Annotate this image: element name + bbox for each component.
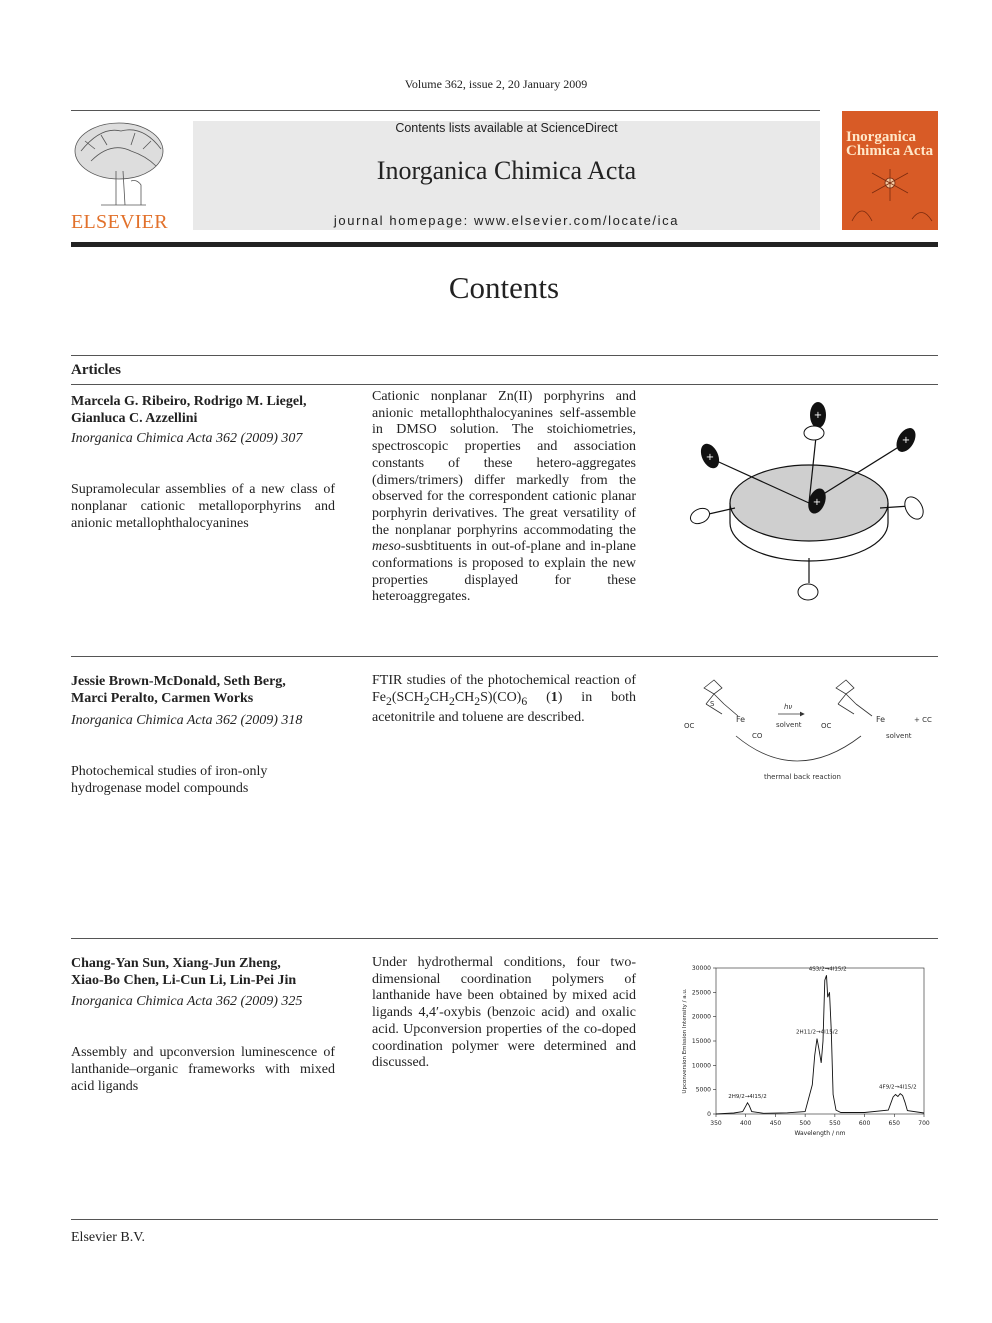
article-divider-2: [71, 938, 938, 939]
article-divider-1: [71, 656, 938, 657]
article-1-graphical-abstract[interactable]: [680, 398, 930, 608]
y-tick-label: 30000: [691, 965, 711, 972]
abstract-subscript: 2: [474, 694, 481, 708]
abstract-subscript: 2: [386, 694, 392, 708]
y-tick-label: 5000: [695, 1086, 711, 1094]
y-tick-label: 20000: [691, 1013, 711, 1021]
footer-rule: [71, 1219, 938, 1220]
article-1-authors-line1: Marcela G. Ribeiro, Rodrigo M. Liegel,: [71, 394, 307, 409]
article-1-authors-line2: Gianluca C. Azzellini: [71, 411, 198, 426]
article-1-abstract-em: meso: [372, 539, 401, 555]
section-top-rule: [71, 355, 938, 356]
scheme-s: S: [710, 700, 715, 708]
abstract-text: S)(CO): [480, 689, 522, 705]
article-3-authors[interactable]: [71, 955, 351, 989]
journal-cover-image[interactable]: [842, 111, 938, 230]
cover-artwork: [842, 161, 938, 230]
y-tick-label: 15000: [691, 1038, 711, 1045]
y-tick-label: 25000: [691, 989, 711, 997]
svg-text:+: +: [901, 435, 911, 446]
volume-line: Volume 362, issue 2, 20 January 2009: [404, 77, 588, 91]
footer-publisher: Elsevier B.V.: [71, 1230, 146, 1245]
x-tick-label: 450: [769, 1120, 782, 1127]
article-2-graphical-abstract[interactable]: [676, 676, 938, 784]
chart-ylabel: Upconversion Emission Intensity / a.u.: [682, 988, 688, 1094]
x-tick-label: 600: [858, 1120, 871, 1127]
y-tick-label: 0: [707, 1111, 711, 1118]
article-1-abstract: [372, 389, 636, 606]
peak-annotation: 4S3/2→4I15/2: [808, 966, 847, 973]
section-label: Articles: [71, 362, 121, 378]
article-1-abstract-post: -susbtituents in out-of-plane and in-plane conformations is proposed to explain the new properties displayed for these heteroaggregates.: [372, 539, 636, 605]
article-3-authors-line2: Xiao-Bo Chen, Li-Cun Li, Lin-Pei Jin: [71, 973, 297, 988]
abstract-subscript: 6: [521, 694, 528, 708]
compound-number: 1: [550, 689, 558, 705]
chart-frame: [716, 968, 924, 1114]
x-tick-label: 500: [799, 1120, 811, 1127]
abstract-text: CH: [454, 689, 475, 705]
journal-title: Inorganica Chimica Acta: [376, 156, 637, 185]
chart-annotations: [728, 966, 916, 1100]
article-3-abstract: Under hydrothermal conditions, four two-dimensional coordination polymers of lanthanide have been obtained by mixed acid ligands 4,4′-oxybis (benzoic acid) and oxalic acid. Upconversion properties of the co-doped coordination polymer were determined and discussed.: [372, 955, 636, 1071]
page-title: Contents: [448, 270, 560, 305]
chart-ticks: [692, 965, 930, 1127]
scheme-solvent-arrow: solvent: [776, 721, 802, 729]
journal-homepage[interactable]: journal homepage: www.elsevier.com/locate/ica: [333, 213, 680, 228]
article-1-abstract-pre: Cationic nonplanar Zn(II) porphyrins and anionic metallophthalocyanines self-assemble in DMSO solution. The stoichiometries, spectroscopic properties and association constants of these hetero-aggregates (dimers/trimers) differ markedly from the observed for the correspondent cationic planar porphyrin derivatives. The great versatility of the nonplanar porphyrins accommodating the: [372, 389, 636, 538]
article-1-summary[interactable]: Supramolecular assemblies of a new class of nonplanar cationic metalloporphyrins and anionic metallophthalocyanines: [71, 482, 335, 531]
scheme-hv: hν: [784, 703, 793, 711]
header-thick-rule: [71, 242, 938, 247]
article-2-authors[interactable]: [71, 673, 351, 707]
scheme-oc-right: OC: [821, 722, 832, 730]
y-tick-label: 10000: [691, 1062, 711, 1070]
section-bottom-rule: [71, 384, 938, 385]
article-2-authors-line1: Jessie Brown-McDonald, Seth Berg,: [71, 674, 286, 689]
scheme-thermal: thermal back reaction: [764, 773, 841, 781]
scheme-solvent-right: solvent: [886, 732, 912, 740]
abstract-text: (: [527, 689, 551, 705]
contents-lists-line[interactable]: Contents lists available at ScienceDirect: [395, 121, 618, 135]
abstract-subscript: 2: [423, 694, 430, 708]
x-tick-label: 350: [710, 1120, 722, 1127]
article-3-graphical-abstract-chart[interactable]: [676, 958, 938, 1142]
chart-axes: [716, 968, 924, 1114]
header-top-rule: [71, 110, 820, 111]
article-3-citation[interactable]: Inorganica Chimica Acta 362 (2009) 325: [71, 994, 303, 1009]
svg-text:+: +: [705, 452, 715, 463]
peak-annotation: 4F9/2→4I15/2: [879, 1084, 917, 1091]
peak-annotation: 2H11/2→4I15/2: [795, 1029, 839, 1036]
article-2-citation[interactable]: Inorganica Chimica Acta 362 (2009) 318: [71, 713, 303, 728]
x-tick-label: 650: [888, 1120, 901, 1127]
scheme-fe-left: Fe: [736, 715, 746, 724]
peak-annotation: 2H9/2→4I15/2: [728, 1093, 767, 1100]
chart-xlabel: Wavelength / nm: [794, 1130, 846, 1137]
svg-text:+: +: [812, 497, 822, 508]
article-3-summary[interactable]: Assembly and upconversion luminescence of lanthanide–organic frameworks with mixed acid ligands: [71, 1045, 335, 1094]
article-2-abstract: [372, 673, 636, 727]
article-1-citation[interactable]: Inorganica Chimica Acta 362 (2009) 307: [71, 431, 303, 446]
abstract-subscript: 2: [449, 694, 455, 708]
scheme-plus-co: + CC: [914, 716, 932, 724]
abstract-text: (SCH: [391, 689, 424, 705]
scheme-oc: OC: [684, 722, 695, 730]
article-2-summary[interactable]: Photochemical studies of iron-only hydrogenase model compounds: [71, 764, 268, 796]
scheme-fe-right: Fe: [876, 715, 886, 724]
article-2-authors-line2: Marci Peralto, Carmen Works: [71, 691, 254, 706]
scheme-co: CO: [752, 732, 763, 740]
svg-text:+: +: [813, 410, 823, 421]
cover-title-line1: Inorganica: [846, 129, 917, 145]
article-1-authors[interactable]: [71, 393, 351, 427]
abstract-text: CH: [429, 689, 450, 705]
x-tick-label: 550: [829, 1120, 841, 1127]
elsevier-wordmark[interactable]: ELSEVIER: [71, 211, 168, 233]
cover-title-line2: Chimica Acta: [846, 143, 934, 159]
abstract-text: ) in both acetonitrile and toluene are described.: [372, 689, 636, 726]
x-tick-label: 700: [918, 1120, 930, 1127]
elsevier-tree-logo[interactable]: [71, 121, 171, 209]
article-3-authors-line1: Chang-Yan Sun, Xiang-Jun Zheng,: [71, 956, 281, 971]
abstract-text: FTIR studies of the photochemical reaction of Fe: [372, 673, 636, 705]
x-tick-label: 400: [739, 1120, 752, 1127]
